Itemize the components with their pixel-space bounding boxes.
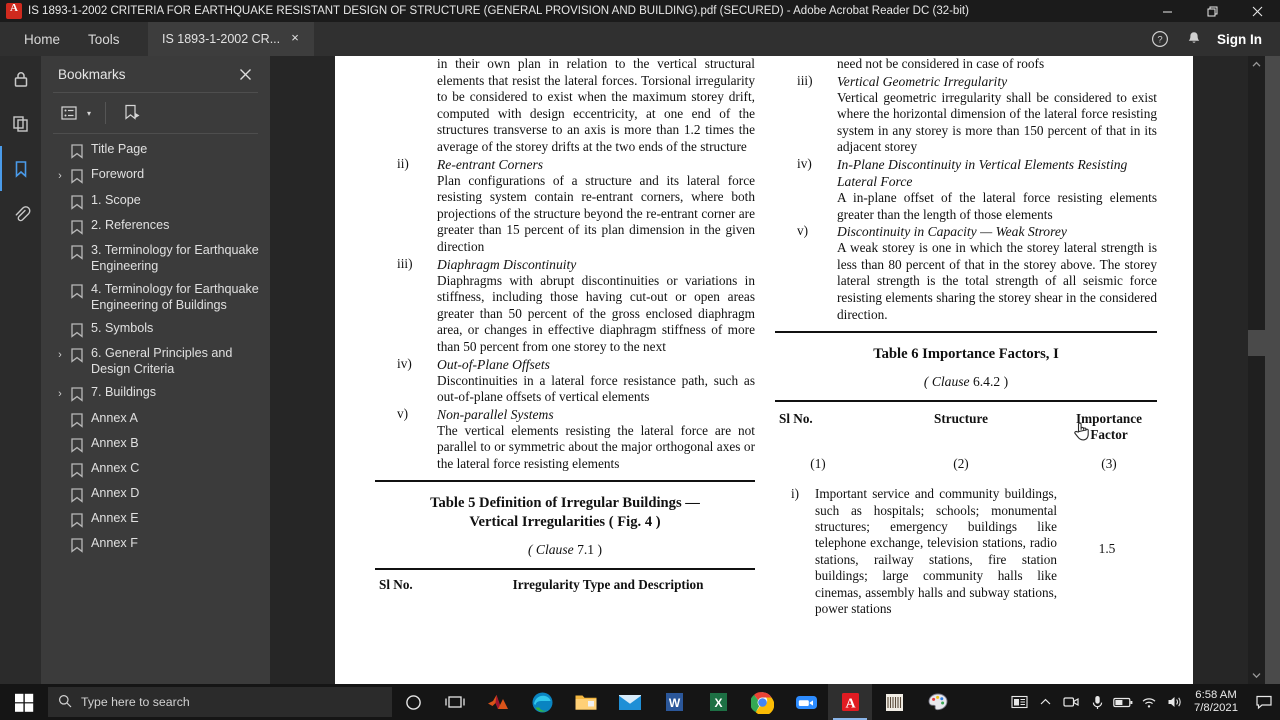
bookmark-item-label: Annex D [91, 486, 140, 500]
bookmark-item-3[interactable] [41, 214, 270, 239]
microsoft-word-icon[interactable] [652, 684, 696, 720]
bookmark-item-label: 3. Terminology for Earthquake Engineering [91, 243, 259, 273]
menu-home[interactable]: Home [24, 31, 61, 47]
microsoft-edge-icon[interactable] [520, 684, 564, 720]
list-item [775, 156, 1157, 190]
pdf-right-column [775, 56, 1157, 617]
table5-clause [375, 542, 755, 558]
show-hidden-icons-chevron[interactable] [1032, 684, 1058, 720]
bookmark-item-label: 7. Buildings [91, 385, 157, 399]
table6-clause-prefix: ( Clause [923, 374, 970, 390]
bookmark-item-2[interactable] [41, 189, 270, 214]
svg-text:W: W [668, 696, 680, 710]
wifi-icon[interactable] [1136, 684, 1162, 720]
bookmark-icon [67, 282, 87, 299]
table6-clause-value: 6.4.2 ) [972, 374, 1009, 390]
menu-tools[interactable]: Tools [88, 31, 120, 47]
bookmarks-list [41, 134, 270, 557]
bookmark-item-label: Annex F [91, 536, 138, 550]
document-tab[interactable] [148, 22, 314, 56]
windows-taskbar [0, 684, 1280, 720]
navigation-rail [0, 56, 41, 684]
table6-column-numbers [775, 456, 1157, 472]
list-heading: Re-entrant Corners [437, 156, 544, 172]
search-input[interactable] [48, 687, 392, 717]
cortana-icon[interactable] [392, 684, 434, 720]
bookmark-icon [67, 218, 87, 235]
mouse-cursor-hand [1073, 420, 1091, 442]
bookmark-item-label: 1. Scope [91, 193, 141, 207]
svg-text:?: ? [1157, 34, 1163, 46]
list-heading: Vertical Geometric Irregularity [837, 73, 1008, 89]
table6-colnum-1: (1) [810, 456, 826, 472]
bookmark-icon [67, 411, 87, 428]
microsoft-excel-icon[interactable] [696, 684, 740, 720]
search-placeholder: Type here to search [81, 695, 190, 709]
list-body: Diaphragms with abrupt discontinuities or variations in stiffness, including those having cut-out or open areas greater than 50 percent of the gross enclosed diaphragm area, or changes in effective diaphragm stiffness of more than 50 percent from one storey to the next [437, 272, 755, 354]
bookmark-icon [67, 511, 87, 528]
table5-header-sl: Sl No. [379, 577, 413, 593]
bookmark-icon [67, 385, 87, 402]
bookmark-item-4[interactable] [41, 239, 270, 278]
close-icon[interactable]: × [291, 30, 299, 45]
minimize-button[interactable] [1145, 0, 1190, 22]
bookmarks-panel-title: Bookmarks [58, 66, 126, 82]
chevron-right-icon[interactable]: › [58, 170, 62, 182]
bookmark-icon [67, 243, 87, 260]
table6-header-structure: Structure [934, 411, 988, 427]
microphone-icon[interactable] [1084, 684, 1110, 720]
screenshot-tool-icon[interactable] [872, 684, 916, 720]
bookmark-item-9[interactable] [41, 407, 270, 432]
paint-icon[interactable] [916, 684, 960, 720]
bookmark-icon [67, 346, 87, 363]
table6-row-structure: Important service and community buildings, such as hospitals; schools; monumental structures; emergency buildings like telephone exchange, television stations, radio stations, railway stations, fire station buildings; large community halls like cinemas, assembly halls and subway stations, power stations [815, 486, 1057, 616]
bookmark-item-14[interactable] [41, 532, 270, 557]
table5-clause-prefix: ( Clause [527, 542, 574, 558]
action-center-icon[interactable] [1248, 684, 1280, 720]
mail-icon[interactable] [608, 684, 652, 720]
file-explorer-icon[interactable] [564, 684, 608, 720]
bell-icon[interactable] [1177, 22, 1211, 56]
bookmark-icon [67, 436, 87, 453]
table5-title-line1: Table 5 Definition of Irregular Buildings — [430, 495, 700, 512]
zoom-icon[interactable] [784, 684, 828, 720]
window-titlebar [0, 0, 1280, 22]
list-marker: iii) [797, 72, 813, 88]
list-marker: iv) [797, 155, 812, 171]
chevron-down-icon[interactable]: ▾ [87, 108, 92, 118]
table6-clause [775, 374, 1157, 390]
bookmark-icon [67, 321, 87, 338]
divider [105, 102, 106, 124]
news-and-interests-icon[interactable] [1006, 684, 1032, 720]
security-lock-icon[interactable] [0, 56, 41, 101]
svg-text:A: A [844, 696, 856, 712]
taskbar-clock[interactable] [1188, 689, 1248, 715]
bookmark-options-icon[interactable] [57, 100, 83, 126]
matlab-icon[interactable] [476, 684, 520, 720]
search-icon [58, 694, 72, 711]
bookmarks-panel-header [41, 56, 270, 92]
list-body: Plan configurations of a structure and its lateral force resisting system contain re-entrant corners, where both projections of the structure beyond the re-entrant corner are greater than 15 percent of its plan dimension in the given direction [437, 172, 755, 254]
bookmark-item-0[interactable] [41, 138, 270, 163]
table6-header-sl: Sl No. [779, 411, 813, 427]
list-heading: Discontinuity in Capacity — Weak Strorey [837, 224, 1067, 240]
battery-icon[interactable] [1110, 684, 1136, 720]
volume-icon[interactable] [1162, 684, 1188, 720]
toolbar-right-group [1143, 22, 1280, 56]
table5-header-row [375, 577, 755, 593]
table-rule [375, 480, 755, 482]
list-body: Vertical geometric irregularity shall be considered to exist where the horizontal dimension of the lateral force resisting system in any storey is more than 150 percent of that in its adjacent storey [837, 89, 1157, 155]
bookmark-item-5[interactable] [41, 278, 270, 317]
list-item [375, 256, 755, 273]
adobe-acrobat-icon[interactable] [828, 684, 872, 720]
bookmark-item-label: 4. Terminology for Earthquake Engineering of Buildings [91, 282, 259, 312]
close-icon[interactable] [236, 65, 254, 83]
scroll-thumb[interactable] [1248, 330, 1265, 356]
restore-button[interactable] [1190, 0, 1235, 22]
windows-start-icon[interactable] [0, 684, 48, 720]
list-item [375, 356, 755, 373]
list-body: A in-plane offset of the lateral force resisting elements greater than the length of those elements [837, 189, 1157, 222]
list-body: The vertical elements resisting the lateral force are not parallel to or symmetric about the major orthogonal axes or the lateral force resisting elements [437, 422, 755, 471]
chevron-up-icon[interactable] [1248, 56, 1265, 73]
sign-in-button[interactable]: Sign In [1217, 31, 1262, 47]
bookmark-icon [67, 461, 87, 478]
list-heading: Diaphragm Discontinuity [437, 256, 577, 272]
bookmark-icon [67, 142, 87, 159]
table-rule [775, 400, 1157, 402]
window-controls [1145, 0, 1280, 22]
bookmark-icon [67, 536, 87, 553]
list-marker: ii) [397, 155, 409, 171]
table6-title: Table 6 Importance Factors, I [873, 346, 1059, 363]
pdf-left-column [375, 56, 755, 593]
bookmark-item-12[interactable] [41, 482, 270, 507]
bookmark-item-1[interactable] [41, 163, 270, 189]
bookmark-item-label: Title Page [91, 142, 148, 156]
table6-row-importance-factor: 1.5 [1098, 541, 1116, 557]
list-marker: iii) [397, 255, 413, 271]
page-thumbnails-icon[interactable] [0, 101, 41, 146]
window-title: IS 1893-1-2002 CRITERIA FOR EARTHQUAKE RESISTANT DESIGN OF STRUCTURE (GENERAL PROVISION AND BUILDING).pdf (SECURED) - Adobe Acrobat Reader DC (32-bit) [28, 5, 969, 17]
bookmark-icon [67, 193, 87, 210]
google-chrome-icon[interactable] [740, 684, 784, 720]
list-item [375, 406, 755, 423]
chevron-right-icon[interactable]: › [58, 349, 62, 361]
clock-time: 6:58 AM [1195, 689, 1237, 701]
table-row [775, 486, 1157, 617]
list-marker: v) [797, 223, 809, 239]
vertical-scrollbar[interactable] [1248, 56, 1265, 684]
attachments-paperclip-icon[interactable] [0, 191, 41, 236]
bookmark-item-label: 2. References [91, 218, 170, 232]
table6-colnum-2: (2) [953, 456, 969, 472]
new-bookmark-icon[interactable] [120, 100, 146, 126]
system-tray [1006, 684, 1280, 720]
bookmark-item-label: 6. General Principles and Design Criteria [91, 346, 233, 376]
bookmark-item-6[interactable] [41, 317, 270, 342]
list-marker: v) [397, 405, 409, 421]
list-heading: Out-of-Plane Offsets [437, 356, 550, 372]
task-view-icon[interactable] [434, 684, 476, 720]
help-icon[interactable] [1143, 22, 1177, 56]
close-button[interactable] [1235, 0, 1280, 22]
bookmark-item-label: Annex A [91, 411, 138, 425]
window-right-edge [1265, 56, 1280, 684]
clock-date: 7/8/2021 [1194, 702, 1238, 714]
table-rule [375, 568, 755, 570]
list-item [375, 156, 755, 173]
document-viewer [270, 56, 1280, 684]
table-rule [775, 331, 1157, 333]
bookmark-icon [67, 486, 87, 503]
bookmark-item-10[interactable] [41, 432, 270, 457]
bookmark-item-11[interactable] [41, 457, 270, 482]
bookmark-item-label: Foreword [91, 167, 145, 181]
adobe-acrobat-icon [6, 3, 22, 19]
bookmark-item-7[interactable] [41, 342, 270, 381]
bookmarks-toolbar [41, 93, 270, 133]
list-heading: Non-parallel Systems [437, 406, 554, 422]
table5-header-description: Irregularity Type and Description [512, 577, 704, 593]
svg-text:X: X [713, 696, 723, 710]
list-body: A weak storey is one in which the storey lateral strength is less than 80 percent of that in the storey above. The storey lateral strength is the total strength of all seismic force resisting elements sharing the storey shear in the considered direction. [837, 240, 1157, 322]
chevron-right-icon[interactable]: › [58, 388, 62, 400]
bookmark-icon [67, 167, 87, 184]
paragraph-continued: in their own plan in relation to the vertical structural elements that resist the lateral forces. Torsional irregularity to be considered to exist when the maximum storey drift, computed with design eccentricity, at one end of the structures transverse to an axis is more than 1.2 times the average of the storey drifts at the two ends of the structure [437, 56, 755, 154]
bookmark-item-13[interactable] [41, 507, 270, 532]
table6-row-sl: i) [790, 486, 800, 502]
list-item [775, 223, 1157, 240]
bookmarks-panel [41, 56, 270, 684]
bookmark-item-label: Annex B [91, 436, 139, 450]
list-heading: In-Plane Discontinuity in Vertical Elements Resisting Lateral Force [837, 156, 1128, 189]
table6-colnum-3: (3) [1101, 456, 1117, 472]
document-tab-label: IS 1893-1-2002 CR... [162, 32, 281, 46]
table5-title-line2: Vertical Irregularities ( Fig. 4 ) [469, 514, 661, 531]
list-body: Discontinuities in a lateral force resistance path, such as out-of-plane offsets of vertical elements [437, 372, 755, 405]
paragraph-continued: need not be considered in case of roofs [837, 56, 1045, 71]
camera-icon[interactable] [1058, 684, 1084, 720]
table6-header-row [775, 411, 1157, 443]
bookmark-item-8[interactable] [41, 381, 270, 407]
chevron-down-icon[interactable] [1248, 667, 1265, 684]
table5-clause-value: 7.1 ) [577, 542, 602, 558]
bookmark-item-label: Annex C [91, 461, 140, 475]
table6-header-importance-factor: Importance Factor [1076, 411, 1142, 443]
list-item [775, 73, 1157, 90]
bookmark-item-label: 5. Symbols [91, 321, 154, 335]
bookmark-item-label: Annex E [91, 511, 139, 525]
pdf-page [335, 56, 1193, 684]
bookmarks-icon[interactable] [0, 146, 41, 191]
list-marker: iv) [397, 355, 412, 371]
